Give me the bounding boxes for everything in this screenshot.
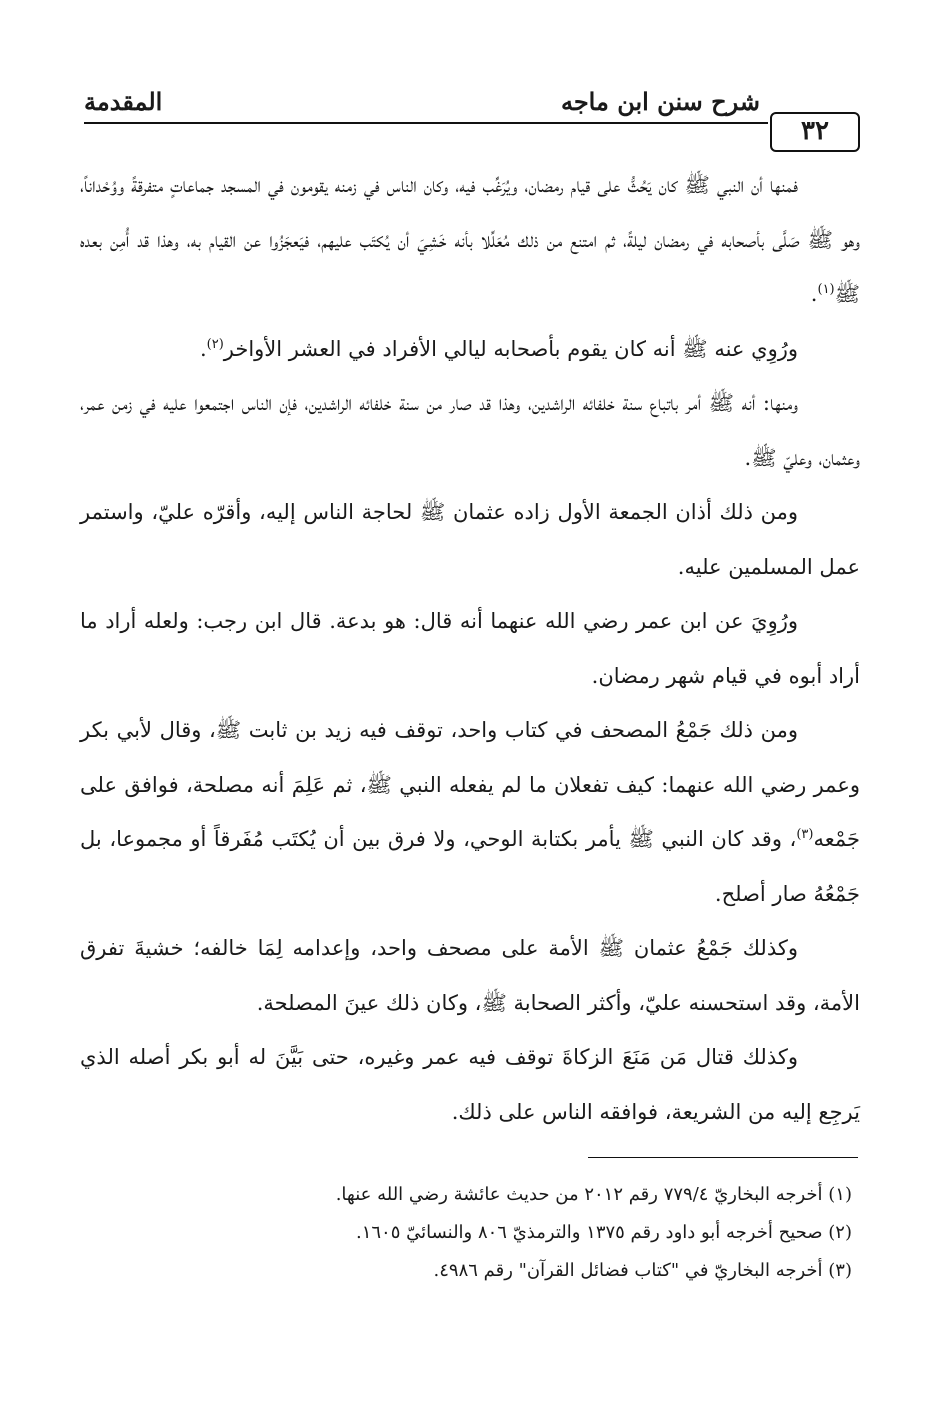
paragraph: ومن ذلك أذان الجمعة الأول زاده عثمان ﷺ لحاجة الناس إليه، وأقرّه عليّ، واستمر عمل المسلمين عليه. — [80, 500, 860, 579]
paragraph: ومن ذلك جَمْعُ المصحف في كتاب واحد، توقف فيه زيد بن ثابت ﷺ، وقال لأبي بكر وعمر رضي الله عنهما: كيف تفعلان ما لم يفعله النبي ﷺ، ثم عَلِمَ أنه مصلحة، فوافق على جَمْعه$^{(٣)}$، وقد كان النبي ﷺ يأمر بكتابة الوحي، ولا فرق بين أن يُكتَب مُفَرقاً أو مجموعا، بل جَمْعُهُ صار أصلح. — [80, 718, 860, 906]
paragraph: ومنها: أنه ﷺ أمر باتباع سنة خلفائه الراشدين، وهذا قد صار من سنة خلفائه الراشدين، فإن الناس اجتمعوا عليه في زمن عمر، وعثمان، وعليّ ﷺ. — [80, 391, 860, 470]
paragraph: ورُوِي عنه ﷺ أنه كان يقوم بأصحابه ليالي الأفراد في العشر الأواخر$^{(٢)}$. — [199, 336, 798, 361]
paragraph: وكذلك قتال مَن مَنَعَ الزكاةَ توقف فيه عمر وغيره، حتى بَيَّنَ له أبو بكر أصله الذي يَرجِع إليه من الشريعة، فوافقه الناس على ذلك. — [80, 1045, 860, 1124]
header-rule — [84, 122, 768, 124]
paragraph: فمنها أن النبي ﷺ كان يَحُثُّ على قيام رمضان، ويُرَغِّب فيه، وكان الناس في زمنه يقومون في المسجد جماعاتٍ متفرقةً ووُحْداناً، وهو ﷺ صَلَّى بأصحابه في رمضان ليلةً، ثم امتنع من ذلك مُعَلِّلا بأنه خَشِيَ أن يُكتَب عليهم، فيَعجَزُوا عن القيام به، وهذا قد أُمِن بعده ﷺ$^{(١)}$. — [80, 173, 860, 306]
footnote: (٢) صحيح أخرجه أبو داود رقم ١٣٧٥ والترمذيّ ٨٠٦ والنسائيّ ١٦٠٥. — [355, 1222, 852, 1243]
book-title: شرح سنن ابن ماجه — [560, 87, 760, 116]
paragraph: وكذلك جَمْعُ عثمان ﷺ الأمة على مصحف واحد، وإعدامه لِمَا خالفه؛ خشيةَ تفرق الأمة، وقد استحسنه عليّ، وأكثر الصحابة ﷺ، وكان ذلك عينَ المصلحة. — [80, 936, 860, 1015]
main-text — [80, 158, 860, 1139]
page-number: ٣٢ — [770, 112, 860, 152]
footnotes — [80, 1176, 852, 1290]
footnote: (١) أخرجه البخاريّ ٧٧٩/٤ رقم ٢٠١٢ من حديث عائشة رضي الله عنها. — [335, 1184, 852, 1205]
footnote: (٣) أخرجه البخاريّ في "كتاب فضائل القرآن" رقم ٤٩٨٦. — [433, 1260, 852, 1281]
footnote-ref: (١) — [817, 282, 835, 297]
footnote-ref: (٣) — [796, 827, 814, 842]
footnote-separator — [588, 1157, 858, 1158]
page-header — [84, 84, 860, 154]
paragraph: ورُوِيَ عن ابن عمر رضي الله عنهما أنه قال: هو بدعة. قال ابن رجب: ولعله أراد ما أراد أبوه في قيام شهر رمضان. — [80, 609, 860, 688]
footnote-ref: (٢) — [206, 336, 224, 352]
section-title: المقدمة — [84, 87, 163, 116]
